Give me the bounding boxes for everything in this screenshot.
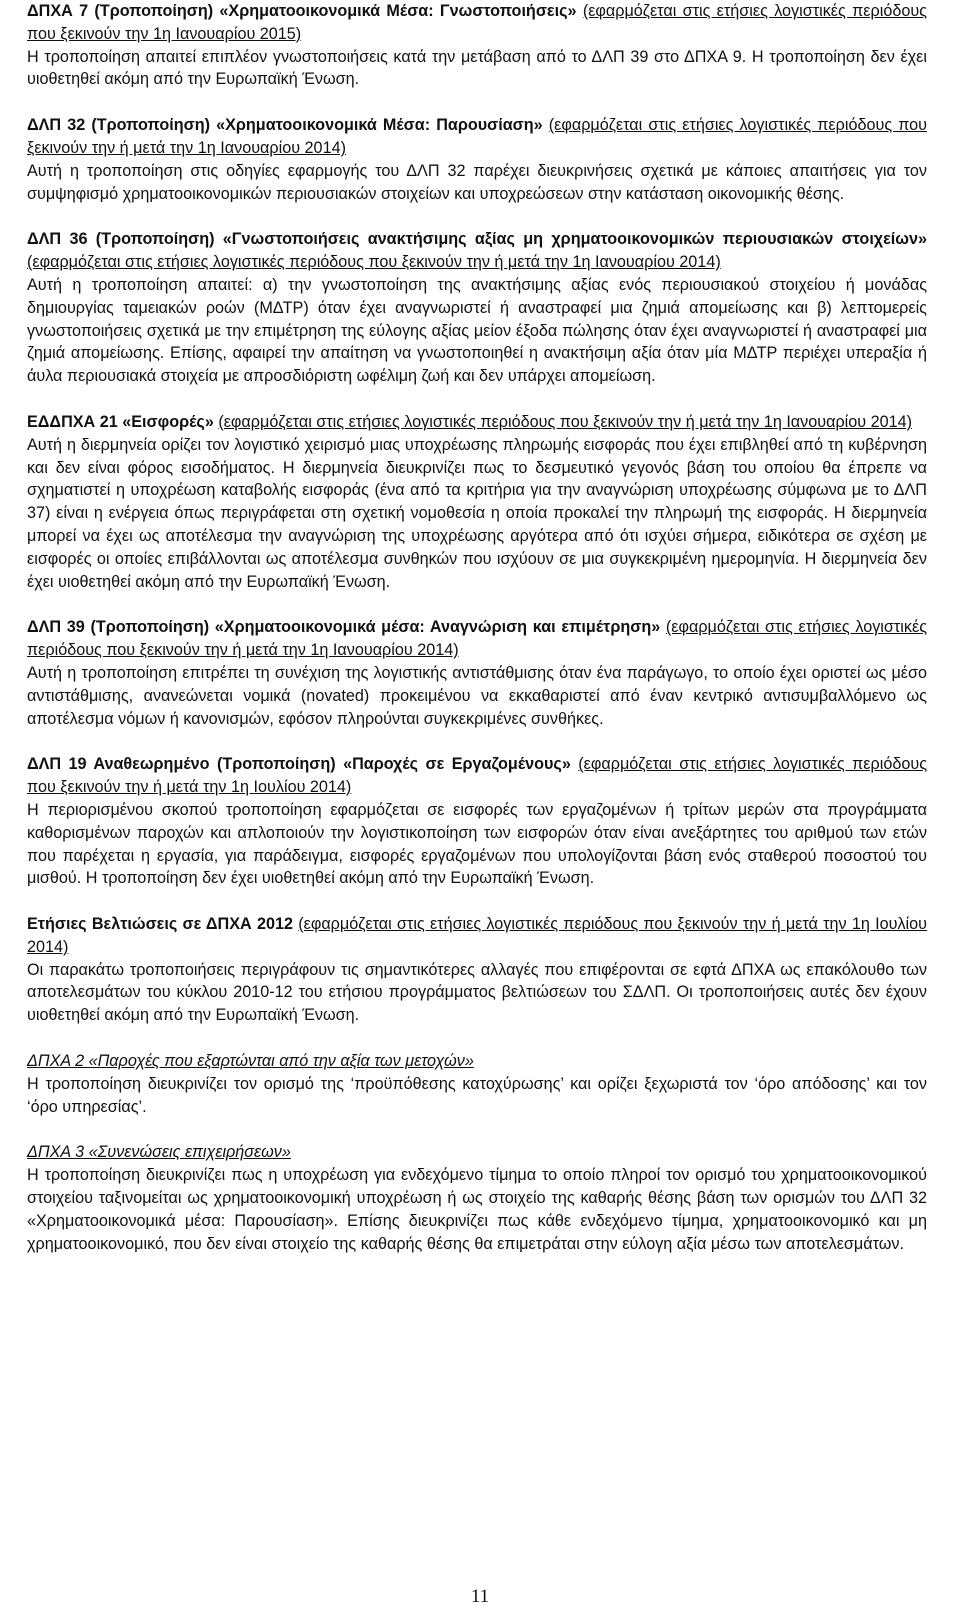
section-ifrs2 xyxy=(27,1050,927,1118)
section-annual-improvements-2012 xyxy=(27,913,927,1027)
effective-date-note: (εφαρμόζεται στις ετήσιες λογιστικές περιόδους που ξεκινούν την ή μετά την 1η Ιανουαρίου 2014) xyxy=(218,412,913,431)
section-ifric21 xyxy=(27,411,927,593)
effective-date-note: (εφαρμόζεται στις ετήσιες λογιστικές περιόδους που ξεκινούν την ή μετά την 1η Ιουλίου 2014) xyxy=(27,915,928,956)
section-title: ΕΔΔΠΧΑ 21 «Εισφορές» xyxy=(27,412,214,431)
document-body xyxy=(27,0,927,1278)
section-text: Αυτή η τροποποίηση επιτρέπει τη συνέχιση της λογιστικής αντιστάθμισης όταν ένα παράγωγο, το οποίο έχει οριστεί ως μέσο αντιστάθμισης, ανανεώνεται νομικά (novated) προκειμένου να εκκαθαριστεί από έναν κεντρικό αντισυμβαλλόμενο ως αποτέλεσμα νόμων ή κανονισμών, εφόσον πληρούνται συγκεκριμένες συνθήκες. xyxy=(27,663,927,728)
section-text: Η τροποποίηση διευκρινίζει πως η υποχρέωση για ενδεχόμενο τίμημα το οποίο πληροί τον ορισμό του χρηματοοικονομικού στοιχείου ταξινομείται ως χρηματοοικονομική υποχρέωση ή ως στοιχείο της καθαρής θέσης βάση των ορισμών του ΔΛΠ 32 «Χρηματοοικονομικά μέσα: Παρουσίαση». Επίσης διευκρινίζει πως κάθε ενδεχόμενο τίμημα, χρηματοοικονομικό και μη χρηματοοικονομικό, που δεν είναι στοιχείο της καθαρής θέσης θα επιμετράται στην εύλογη αξία μέσω των αποτελεσμάτων. xyxy=(27,1166,927,1253)
section-heading xyxy=(27,1050,927,1073)
effective-date-note: (εφαρμόζεται στις ετήσιες λογιστικές περιόδους που ξεκινούν την ή μετά την 1η Ιανουαρίου 2014) xyxy=(27,253,721,272)
section-text: Η τροποποίηση απαιτεί επιπλέον γνωστοποιήσεις κατά την μετάβαση από το ΔΛΠ 39 στο ΔΠΧΑ 9. Η τροποποίηση δεν έχει υιοθετηθεί ακόμη από την Ευρωπαϊκή Ένωση. xyxy=(27,47,927,89)
section-text: Η τροποποίηση διευκρινίζει τον ορισμό της ‘προϋπόθεσης κατοχύρωσης’ και ορίζει ξεχωριστά τον ‘όρο απόδοσης’ και τον ‘όρο υπηρεσίας’. xyxy=(27,1074,927,1116)
effective-date-note: (εφαρμόζεται στις ετήσιες λογιστικές περιόδους που ξεκινούν την ή μετά την 1η Ιανουαρίου 2014) xyxy=(27,618,927,660)
section-heading xyxy=(27,114,927,160)
section-title: ΔΠΧΑ 3 «Συνενώσεις επιχειρήσεων» xyxy=(27,1143,291,1162)
section-title: ΔΠΧΑ 2 «Παροχές που εξαρτώνται από την αξία των μετοχών» xyxy=(27,1052,474,1071)
page-number: 11 xyxy=(470,1586,490,1607)
section-title: ΔΛΠ 39 (Τροποποίηση) «Χρηματοοικονομικά μέσα: Αναγνώριση και επιμέτρηση» xyxy=(27,618,661,637)
section-text: Αυτή η τροποποίηση στις οδηγίες εφαρμογής του ΔΛΠ 32 παρέχει διευκρινήσεις σχετικά με κάποιες απαιτήσεις για τον συμψηφισμό χρηματοοικονομικών περιουσιακών στοιχείων και υποχρεώσεων στην κατάσταση οικονομικής θέσης. xyxy=(27,161,927,203)
section-heading xyxy=(27,1141,927,1164)
section-ifrs3 xyxy=(27,1141,927,1255)
section-ias32 xyxy=(27,114,927,205)
section-heading xyxy=(27,616,927,662)
section-heading xyxy=(27,0,927,46)
section-text: Αυτή η διερμηνεία ορίζει τον λογιστικό χειρισμό μιας υποχρέωσης πληρωμής εισφοράς που έχει επιβληθεί από τη κυβέρνηση και δεν είναι φόρος εισοδήματος. Η διερμηνεία διευκρινίζει πως το δεσμευτικό γεγονός βάση του οποίου θα έπρεπε να σχηματιστεί η υποχρέωση καταβολής εισφοράς (ένα από τα κριτήρια για την αναγνώριση υποχρέωσης σύμφωνα με το ΔΛΠ 37) είναι η ενέργεια όπως περιγράφεται στη σχετική νομοθεσία η οποία προκαλεί την πληρωμή της εισφοράς. Η διερμηνεία μπορεί να έχει ως αποτέλεσμα την αναγνώριση της υποχρέωσης αργότερα από ότι ισχύει σήμερα, ειδικότερα σε σχέση με εισφορές οι οποίες επιβάλλονται ως αποτέλεσμα συνθηκών που ισχύουν σε μια συγκεκριμένη ημερομηνία. Η διερμηνεία δεν έχει υιοθετηθεί ακόμη από την Ευρωπαϊκή Ένωση. xyxy=(27,435,927,591)
effective-date-note: (εφαρμόζεται στις ετήσιες λογιστικές περιόδους που ξεκινούν την 1η Ιανουαρίου 2015) xyxy=(27,2,927,43)
section-heading xyxy=(27,753,927,799)
section-text: Αυτή η τροποποίηση απαιτεί: α) την γνωστοποίηση της ανακτήσιμης αξίας ενός περιουσιακού στοιχείου ή μονάδας δημιουργίας ταμειακών ροών (ΜΔΤΡ) όταν έχει αναγνωριστεί ή αναστραφεί μια ζημιά απομείωσης και β) λεπτομερείς γνωστοποιήσεις σχετικά με την επιμέτρηση της εύλογης αξίας μείον έξοδα πώλησης όταν έχει αναγνωριστεί ή αναστραφεί μια ζημιά απομείωσης. Επίσης, αφαιρεί την απαίτηση να γνωστοποιηθεί η ανακτήσιμη αξία όταν μία ΜΔΤΡ περιέχει υπεραξία ή άυλα περιουσιακά στοιχεία με απροσδιόριστη ωφέλιμη ζωή και δεν υπάρχει απομείωση. xyxy=(27,275,927,386)
effective-date-note: (εφαρμόζεται στις ετήσιες λογιστικές περιόδους που ξεκινούν την ή μετά την 1η Ιουλίου 2014) xyxy=(27,755,927,797)
effective-date-note: (εφαρμόζεται στις ετήσιες λογιστικές περιόδους που ξεκινούν την ή μετά την 1η Ιανουαρίου 2014) xyxy=(27,116,928,157)
section-ifrs7 xyxy=(27,0,927,91)
section-heading xyxy=(27,228,927,274)
section-text: Οι παρακάτω τροποποιήσεις περιγράφουν τις σημαντικότερες αλλαγές που επιφέρονται σε εφτά ΔΠΧΑ ως επακόλουθο των αποτελεσμάτων του κύκλου 2010-12 του ετήσιου προγράμματος βελτιώσεων του ΣΔΛΠ. Οι τροποποιήσεις αυτές δεν έχουν υιοθετηθεί ακόμη από την Ευρωπαϊκή Ένωση. xyxy=(27,960,927,1025)
section-title: ΔΛΠ 19 Αναθεωρημένο (Τροποποίηση) «Παροχές σε Εργαζομένους» xyxy=(27,755,571,774)
section-heading xyxy=(27,411,927,434)
section-title: ΔΠΧΑ 7 (Τροποποίηση) «Χρηματοοικονομικά Μέσα: Γνωστοποιήσεις» xyxy=(27,2,577,20)
section-ias19 xyxy=(27,753,927,890)
section-title: Ετήσιες Βελτιώσεις σε ΔΠΧΑ 2012 xyxy=(27,915,293,934)
section-text: Η περιορισμένου σκοπού τροποποίηση εφαρμόζεται σε εισφορές των εργαζομένων ή τρίτων μερών στα προγράμματα καθορισμένων παροχών και απλοποιούν την λογιστικοποίηση των εισφορών όταν είναι ανεξάρτητες του αριθμού των ετών που παρέχεται η εργασία, για παράδειγμα, εισφορές εργαζομένων που υπολογίζονται βάση ενός σταθερού ποσοστού του μισθού. Η τροποποίηση δεν έχει υιοθετηθεί ακόμη από την Ευρωπαϊκή Ένωση. xyxy=(27,800,927,888)
section-title: ΔΛΠ 36 (Τροποποίηση) «Γνωστοποιήσεις ανακτήσιμης αξίας μη χρηματοοικονομικών περιουσιακών στοιχείων» xyxy=(27,230,927,249)
section-title: ΔΛΠ 32 (Τροποποίηση) «Χρηματοοικονομικά Μέσα: Παρουσίαση» xyxy=(27,116,543,135)
section-ias39 xyxy=(27,616,927,730)
section-heading xyxy=(27,913,927,959)
section-ias36 xyxy=(27,228,927,388)
